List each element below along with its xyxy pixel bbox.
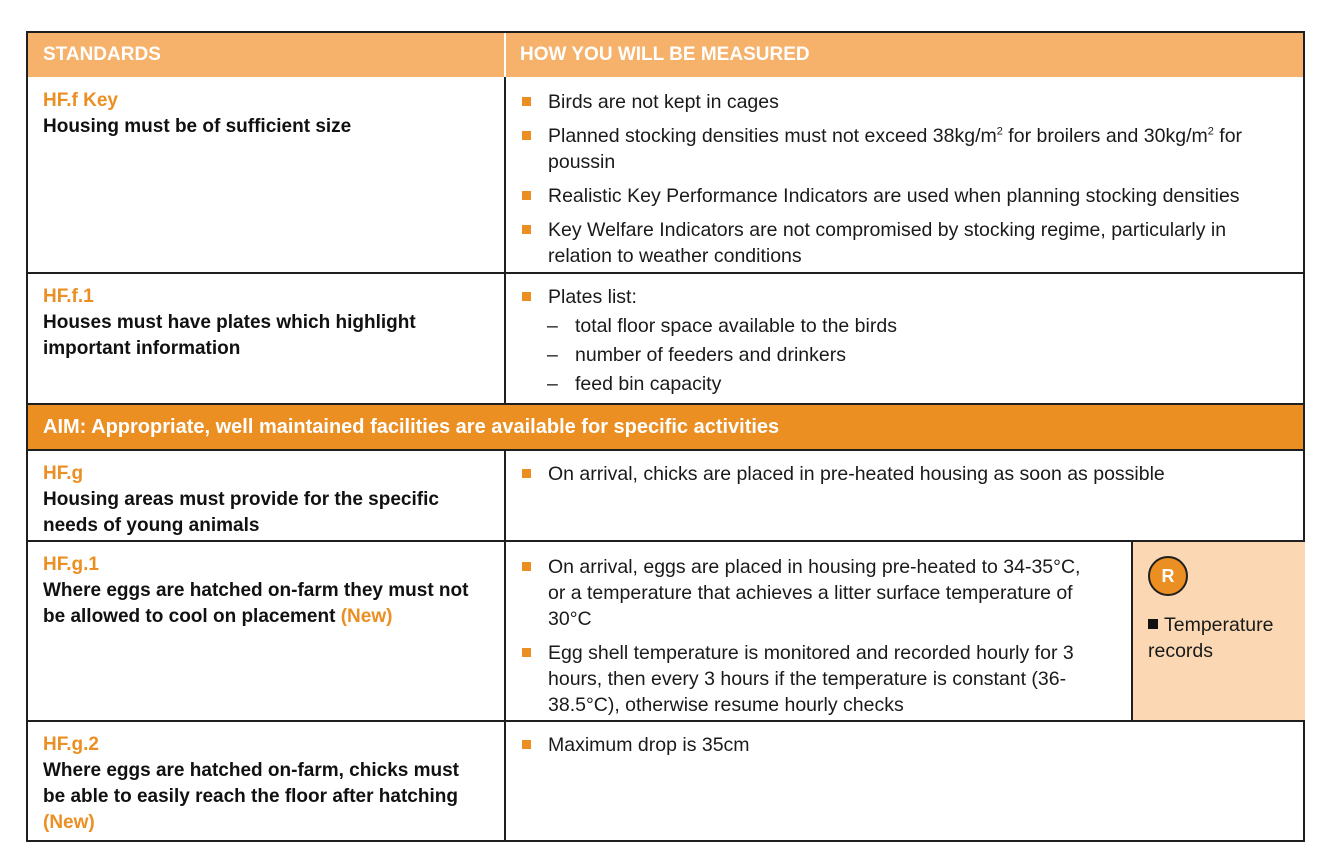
- standard-title: Housing areas must provide for the specific needs of young animals: [43, 489, 439, 536]
- standard-cell: [43, 732, 483, 836]
- standard-title-wrap: [43, 758, 483, 836]
- new-badge: (New): [43, 812, 95, 833]
- table-row: [28, 274, 1303, 405]
- bullet-square-icon: [522, 562, 531, 571]
- table-row: [28, 542, 1303, 722]
- record-requirement-cell: [1131, 542, 1305, 720]
- standards-table: [26, 31, 1305, 842]
- standard-title: Where eggs are hatched on-farm, chicks must be able to easily reach the floor after hatching: [43, 760, 460, 807]
- bullet-square-icon: [522, 469, 531, 478]
- column-divider: [504, 77, 506, 405]
- sub-list-item: – total floor space available to the birds: [547, 315, 897, 337]
- aim-text: AIM: Appropriate, well maintained facilities are available for specific activities: [43, 416, 780, 438]
- standard-title: Housing must be of sufficient size: [43, 116, 352, 137]
- measure-cell: [520, 284, 1290, 399]
- standard-code: HF.g: [43, 463, 84, 484]
- measure-cell: [520, 554, 1100, 726]
- list-item: On arrival, chicks are placed in pre-heated housing as soon as possible: [520, 461, 1290, 487]
- list-item: Realistic Key Performance Indicators are used when planning stocking densities: [520, 183, 1290, 209]
- bullet-square-icon: [522, 292, 531, 301]
- standard-cell: [43, 461, 443, 539]
- list-item: Key Welfare Indicators are not compromised by stocking regime, particularly in relation to weather conditions: [520, 217, 1290, 269]
- list-item: Plates list:: [520, 284, 1290, 310]
- list-item: On arrival, eggs are placed in housing pre-heated to 34-35°C, or a temperature that achieves a litter surface temperature of 30°C: [520, 554, 1100, 632]
- list-item: Egg shell temperature is monitored and recorded hourly for 3 hours, then every 3 hours if the temperature is constant (36-38.5°C), otherwise resume hourly checks: [520, 640, 1100, 718]
- standard-cell: [43, 552, 493, 630]
- bullet-square-icon: [522, 740, 531, 749]
- standard-code: HF.g.1: [43, 554, 99, 575]
- record-badge-icon: R: [1148, 556, 1188, 596]
- bullet-square-icon: [522, 131, 531, 140]
- standard-title: Where eggs are hatched on-farm they must not be allowed to cool on placement: [43, 580, 469, 627]
- standard-cell: [43, 284, 483, 362]
- aim-row: [28, 405, 1303, 449]
- table-header: [28, 33, 1303, 77]
- standards-column-header: STANDARDS: [43, 44, 161, 65]
- measure-cell: [520, 89, 1290, 277]
- standard-title-wrap: [43, 578, 493, 630]
- column-divider: [504, 449, 506, 840]
- bullet-square-icon: [522, 191, 531, 200]
- measure-cell: [520, 732, 1290, 766]
- standard-code: HF.f Key: [43, 90, 118, 111]
- measured-column-header: HOW YOU WILL BE MEASURED: [520, 44, 810, 65]
- list-item: Birds are not kept in cages: [520, 89, 1290, 115]
- sub-list-item: – feed bin capacity: [547, 373, 722, 395]
- measure-cell: [520, 461, 1290, 495]
- bullet-square-icon: [522, 225, 531, 234]
- bullet-square-icon: [522, 97, 531, 106]
- record-label: Temperature records: [1148, 614, 1274, 662]
- bullet-square-icon: [522, 648, 531, 657]
- list-item: Planned stocking densities must not exceed $38kg/m^2$ for broilers and $30kg/m^2$ for poussin: [520, 123, 1290, 175]
- sub-list-item: – number of feeders and drinkers: [547, 344, 846, 366]
- table-row: [28, 722, 1303, 840]
- standard-code: HF.g.2: [43, 734, 99, 755]
- new-badge: (New): [340, 606, 393, 627]
- bullet-square-icon: [1148, 619, 1158, 629]
- header-divider: [504, 33, 506, 77]
- standard-code: HF.f.1: [43, 286, 94, 307]
- standard-title: Houses must have plates which highlight important information: [43, 312, 416, 359]
- table-row: [28, 77, 1303, 274]
- standard-cell: [43, 88, 493, 140]
- list-item: Maximum drop is 35cm: [520, 732, 1290, 758]
- table-row: [28, 449, 1303, 542]
